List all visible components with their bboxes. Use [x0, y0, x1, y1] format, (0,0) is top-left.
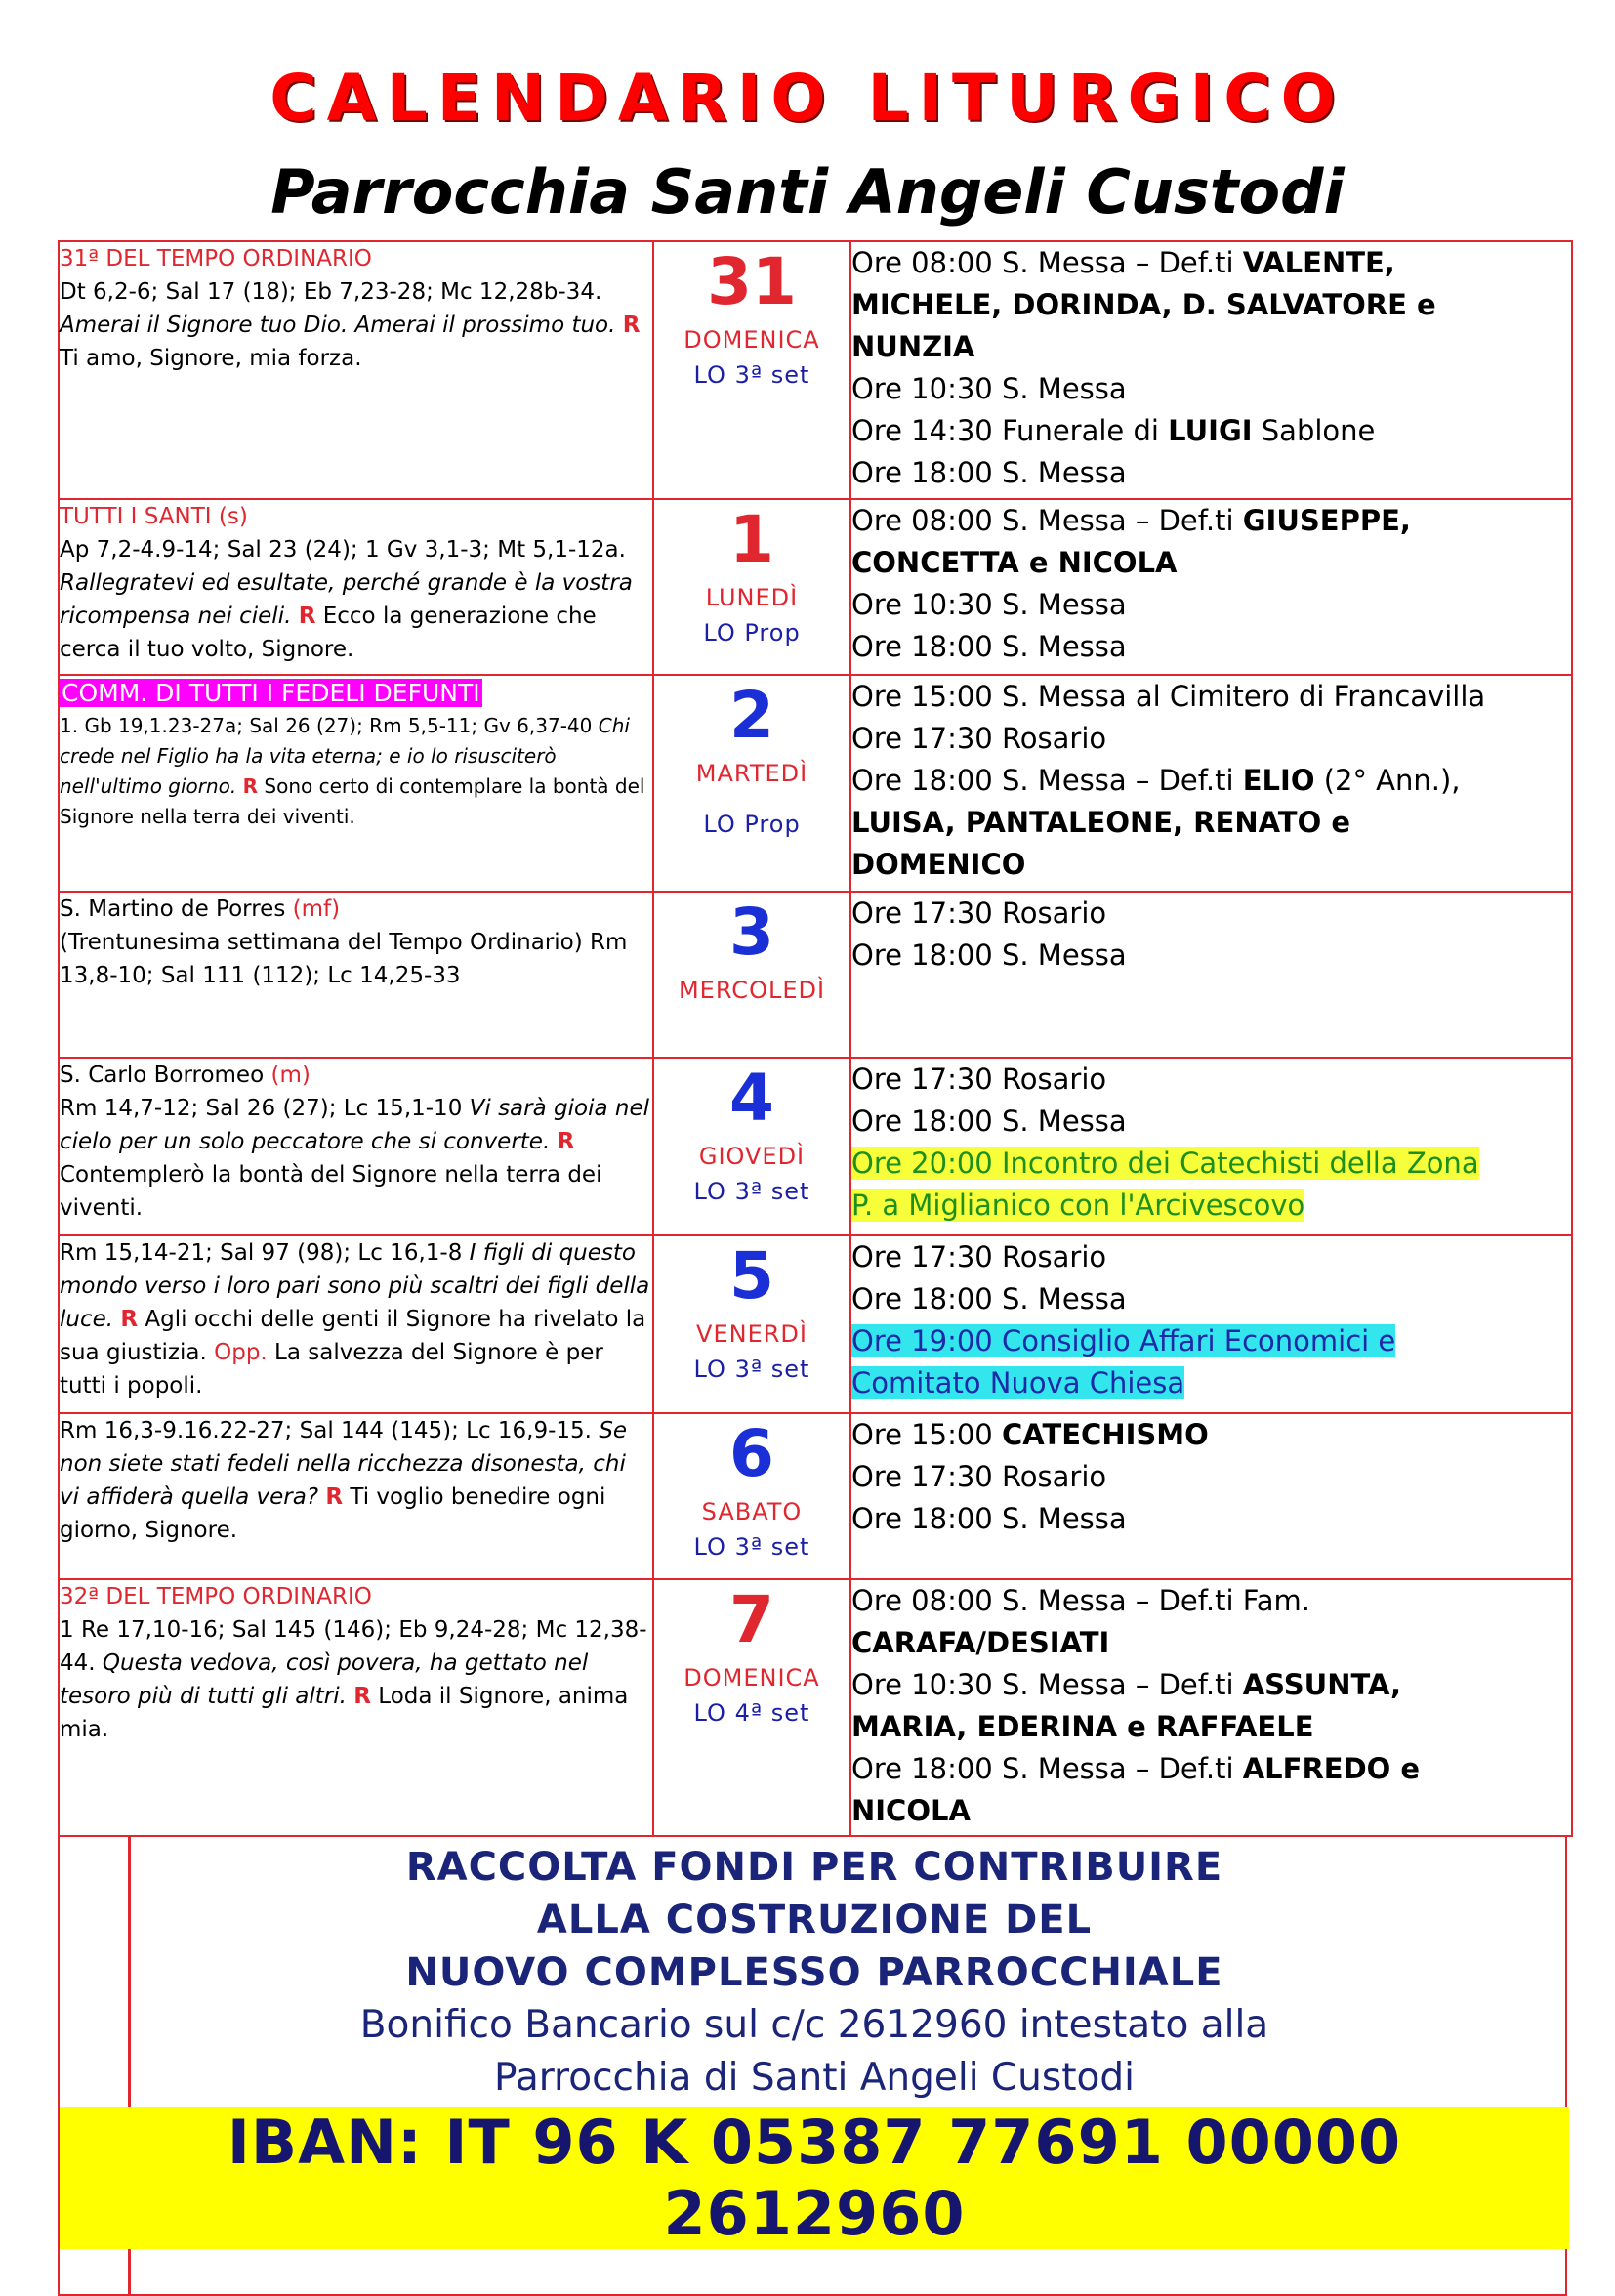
event-line: Ore 18:00 S. Messa	[851, 1282, 1127, 1315]
calendar-row	[59, 1579, 1572, 1836]
opp-label: Opp.	[214, 1340, 268, 1365]
liturgy-text	[60, 533, 652, 666]
liturgy-hours: LO 4ª set	[693, 1699, 810, 1727]
event-names: GIUSEPPE,	[1242, 504, 1411, 537]
day-number: 1	[729, 502, 774, 577]
readings: (Trentunesima settimana del Tempo Ordinario) Rm 13,8-10; Sal 111 (112); Lc 14,25-33	[60, 930, 628, 988]
iban-wrap	[60, 2107, 1569, 2249]
liturgy-heading-wrap	[60, 676, 652, 711]
response: Ti voglio benedire ogni giorno, Signore.	[60, 1484, 606, 1543]
day-cell	[653, 1413, 850, 1579]
events-cell	[850, 1579, 1572, 1836]
event-line	[851, 1414, 1571, 1456]
event-line: MICHELE, DORINDA, D. SALVATORE e	[851, 288, 1436, 321]
event-text: Sablone	[1261, 414, 1376, 447]
event-line: CARAFA/DESIATI	[851, 1626, 1110, 1659]
day-cell	[653, 1058, 850, 1235]
feast-rank: (mf)	[292, 897, 341, 922]
fundraising-box	[58, 1835, 1567, 2296]
liturgy-heading: TUTTI I SANTI (s)	[60, 504, 248, 529]
liturgy-hours: LO Prop	[703, 811, 801, 838]
day-cell	[653, 241, 850, 499]
day-cell	[653, 892, 850, 1058]
event-line: NICOLA	[851, 1794, 971, 1827]
response-marker: R	[622, 313, 641, 338]
event-line: LUISA, PANTALEONE, RENATO e	[851, 806, 1350, 839]
event-line	[851, 1143, 1571, 1185]
liturgy-text	[60, 275, 652, 375]
response: Ecco la generazione che cerca il tuo volto, Signore.	[60, 604, 597, 662]
bank-transfer-text: Bonifico Bancario sul c/c 2612960 intestato alla	[359, 2003, 1269, 2047]
events-cell	[850, 1058, 1572, 1235]
event-line: Ore 17:30 Rosario	[851, 1460, 1107, 1493]
liturgy-cell	[59, 241, 653, 499]
day-number: 2	[729, 678, 774, 753]
highlighted-event: Comitato Nuova Chiesa	[851, 1366, 1185, 1399]
calendar-row	[59, 499, 1572, 675]
event-text: Ore 18:00 S. Messa – Def.ti	[851, 1752, 1234, 1785]
readings: Rm 15,14-21; Sal 97 (98); Lc 16,1-8	[60, 1240, 463, 1266]
event-names: LUIGI	[1168, 414, 1253, 447]
event-line: Ore 17:30 Rosario	[851, 897, 1107, 930]
liturgy-hours: LO 3ª set	[693, 361, 810, 389]
event-line: MARIA, EDERINA e RAFFAELE	[851, 1710, 1314, 1743]
events-cell	[850, 892, 1572, 1058]
events-cell	[850, 499, 1572, 675]
liturgical-calendar-table	[58, 240, 1573, 1837]
event-text: Ore 18:00 S. Messa – Def.ti	[851, 764, 1234, 797]
event-line: Ore 18:00 S. Messa	[851, 1105, 1127, 1138]
event-line	[851, 410, 1571, 452]
response: Ti amo, Signore, mia forza.	[60, 346, 362, 371]
account-holder: Parrocchia di Santi Angeli Custodi	[494, 2056, 1135, 2100]
highlighted-event: Ore 20:00 Incontro dei Catechisti della Zona	[851, 1147, 1479, 1180]
liturgy-cell	[59, 1579, 653, 1836]
readings: Dt 6,2-6; Sal 17 (18); Eb 7,23-28; Mc 12,28b-34.	[60, 279, 602, 305]
response: Contemplerò la bontà del Signore nella terra dei viventi.	[60, 1162, 602, 1221]
liturgy-heading: COMM. DI TUTTI I FEDELI DEFUNTI	[62, 679, 480, 707]
liturgy-cell	[59, 1058, 653, 1235]
event-text: Ore 08:00 S. Messa – Def.ti	[851, 504, 1234, 537]
readings: Rm 16,3-9.16.22-27; Sal 144 (145); Lc 16,9-15.	[60, 1418, 592, 1443]
liturgy-heading: S. Martino de Porres	[60, 897, 286, 922]
liturgy-hours: LO Prop	[703, 619, 801, 647]
readings: 1. Gb 19,1.23-27a; Sal 26 (27); Rm 5,5-11; Gv 6,37-40	[60, 714, 593, 737]
day-number: 31	[707, 244, 797, 319]
calendar-row	[59, 675, 1572, 892]
liturgy-cell	[59, 499, 653, 675]
liturgy-heading: S. Carlo Borromeo	[60, 1063, 265, 1088]
day-name: LUNEDÌ	[705, 584, 799, 611]
events-cell	[850, 1235, 1572, 1413]
day-name: SABATO	[701, 1498, 803, 1525]
event-text: Ore 15:00	[851, 1418, 993, 1451]
liturgy-cell	[59, 675, 653, 892]
event-names: ELIO	[1242, 764, 1315, 797]
day-cell	[653, 1235, 850, 1413]
highlighted-event: P. a Miglianico con l'Arcivescovo	[851, 1189, 1305, 1222]
events-cell	[850, 675, 1572, 892]
event-line: Ore 10:30 S. Messa	[851, 588, 1127, 621]
event-line: Ore 18:00 S. Messa	[851, 1502, 1127, 1535]
calendar-row	[59, 892, 1572, 1058]
event-line	[851, 1320, 1571, 1362]
event-names: VALENTE,	[1242, 246, 1395, 279]
liturgy-heading-line	[60, 1059, 652, 1092]
day-name: VENERDÌ	[696, 1320, 808, 1348]
feast-rank: (m)	[270, 1063, 311, 1088]
day-number: 4	[729, 1061, 774, 1136]
response-marker: R	[242, 774, 259, 798]
liturgy-text	[60, 711, 652, 832]
liturgy-text	[60, 1613, 652, 1746]
fundraising-line: ALLA COSTRUZIONE DEL	[536, 1898, 1093, 1942]
event-line	[851, 760, 1571, 802]
day-name: MARTEDÌ	[695, 760, 808, 787]
day-number: 3	[729, 895, 774, 970]
readings: 1 Re 17,10-16; Sal 145 (146); Eb 9,24-28; Mc 12,38-44.	[60, 1617, 647, 1676]
event-text: Ore 10:30 S. Messa – Def.ti	[851, 1668, 1234, 1701]
event-line: Ore 08:00 S. Messa – Def.ti Fam.	[851, 1584, 1310, 1617]
antiphon: Rallegratevi ed esultate, perché grande è la vostra ricompensa nei cieli.	[60, 570, 633, 629]
events-cell	[850, 1413, 1572, 1579]
antiphon: Chi crede nel Figlio ha la vita eterna; e io lo risusciterò nell'ultimo giorno.	[60, 714, 630, 798]
day-cell	[653, 499, 850, 675]
response-marker: R	[325, 1484, 344, 1510]
antiphon: Amerai il Signore tuo Dio. Amerai il prossimo tuo.	[60, 313, 616, 338]
event-text: Ore 14:30 Funerale di	[851, 414, 1159, 447]
event-line: NUNZIA	[851, 330, 975, 363]
opp-response: La salvezza del Signore è per tutti i popoli.	[60, 1340, 603, 1398]
event-line	[851, 1748, 1571, 1790]
liturgy-hours: LO 3ª set	[693, 1178, 810, 1205]
liturgy-hours: LO 3ª set	[693, 1356, 810, 1383]
liturgy-cell	[59, 1413, 653, 1579]
antiphon: Se non siete stati fedeli nella ricchezza disonesta, chi vi affiderà quella vera?	[60, 1418, 628, 1510]
liturgy-text	[60, 1236, 652, 1402]
liturgy-cell	[59, 1235, 653, 1413]
liturgy-text	[60, 1414, 652, 1547]
event-names: CATECHISMO	[1001, 1418, 1209, 1451]
day-number: 5	[729, 1238, 774, 1314]
day-name: DOMENICA	[683, 1664, 820, 1691]
calendar-row	[59, 1413, 1572, 1579]
calendar-row	[59, 1058, 1572, 1235]
iban: IBAN: IT 96 K 05387 77691 00000 2612960	[60, 2107, 1569, 2249]
day-cell	[653, 675, 850, 892]
response-marker: R	[353, 1684, 371, 1709]
liturgy-cell	[59, 892, 653, 1058]
response-marker: R	[120, 1307, 139, 1332]
event-text: (2° Ann.),	[1323, 764, 1461, 797]
response-marker: R	[557, 1129, 575, 1154]
event-line: Ore 17:30 Rosario	[851, 1063, 1107, 1096]
parish-subtitle: Parrocchia Santi Angeli Custodi	[270, 156, 1345, 228]
event-text: Ore 08:00 S. Messa – Def.ti	[851, 246, 1234, 279]
response: Sono certo di contemplare la bontà del Signore nella terra dei viventi.	[60, 774, 645, 828]
event-names: ALFREDO e	[1242, 1752, 1421, 1785]
event-line	[851, 1362, 1571, 1404]
day-number: 6	[729, 1416, 774, 1491]
calendar-row	[59, 241, 1572, 499]
event-line: Ore 10:30 S. Messa	[851, 372, 1127, 405]
day-name: MERCOLEDÌ	[678, 977, 826, 1004]
day-name: GIOVEDÌ	[698, 1143, 806, 1170]
antiphon: Vi sarà gioia nel cielo per un solo peccatore che si converte.	[60, 1096, 649, 1154]
event-line	[851, 1664, 1571, 1706]
day-number: 7	[729, 1582, 774, 1657]
liturgy-heading: 31ª DEL TEMPO ORDINARIO	[60, 246, 372, 271]
response-marker: R	[298, 604, 316, 629]
events-cell	[850, 241, 1572, 499]
readings: Rm 14,7-12; Sal 26 (27); Lc 15,1-10	[60, 1096, 463, 1121]
fundraising-line: RACCOLTA FONDI PER CONTRIBUIRE	[405, 1845, 1223, 1890]
response: Agli occhi delle genti il Signore ha rivelato la sua giustizia.	[60, 1307, 646, 1365]
liturgy-hours: LO 3ª set	[693, 1533, 810, 1561]
page-title: CALENDARIO LITURGICO	[269, 61, 1346, 136]
antiphon: Questa vedova, così povera, ha gettato nel tesoro più di tutti gli altri.	[60, 1650, 589, 1709]
event-line	[851, 1185, 1571, 1227]
event-line: Ore 18:00 S. Messa	[851, 630, 1127, 663]
liturgy-heading: 32ª DEL TEMPO ORDINARIO	[60, 1584, 372, 1609]
day-name: DOMENICA	[683, 326, 820, 354]
calendar-row	[59, 1235, 1572, 1413]
event-line	[851, 242, 1571, 284]
event-line: CONCETTA e NICOLA	[851, 546, 1178, 579]
event-line: Ore 18:00 S. Messa	[851, 456, 1127, 489]
highlighted-event: Ore 19:00 Consiglio Affari Economici e	[851, 1324, 1396, 1357]
fundraising-line: NUOVO COMPLESSO PARROCCHIALE	[405, 1950, 1223, 1995]
antiphon: I figli di questo mondo verso i loro pari sono più scaltri dei figli della luce.	[60, 1240, 650, 1332]
liturgy-heading-line	[60, 893, 652, 926]
event-line: Ore 18:00 S. Messa	[851, 939, 1127, 972]
event-line: Ore 17:30 Rosario	[851, 1240, 1107, 1273]
readings: Ap 7,2-4.9-14; Sal 23 (24); 1 Gv 3,1-3; Mt 5,1-12a.	[60, 537, 626, 563]
liturgy-text	[60, 1092, 652, 1225]
event-line	[851, 500, 1571, 542]
event-line: Ore 17:30 Rosario	[851, 722, 1107, 755]
day-cell	[653, 1579, 850, 1836]
response: Loda il Signore, anima mia.	[60, 1684, 629, 1742]
event-line: DOMENICO	[851, 848, 1026, 881]
event-line: Ore 15:00 S. Messa al Cimitero di Francavilla	[851, 680, 1486, 713]
event-names: ASSUNTA,	[1242, 1668, 1401, 1701]
